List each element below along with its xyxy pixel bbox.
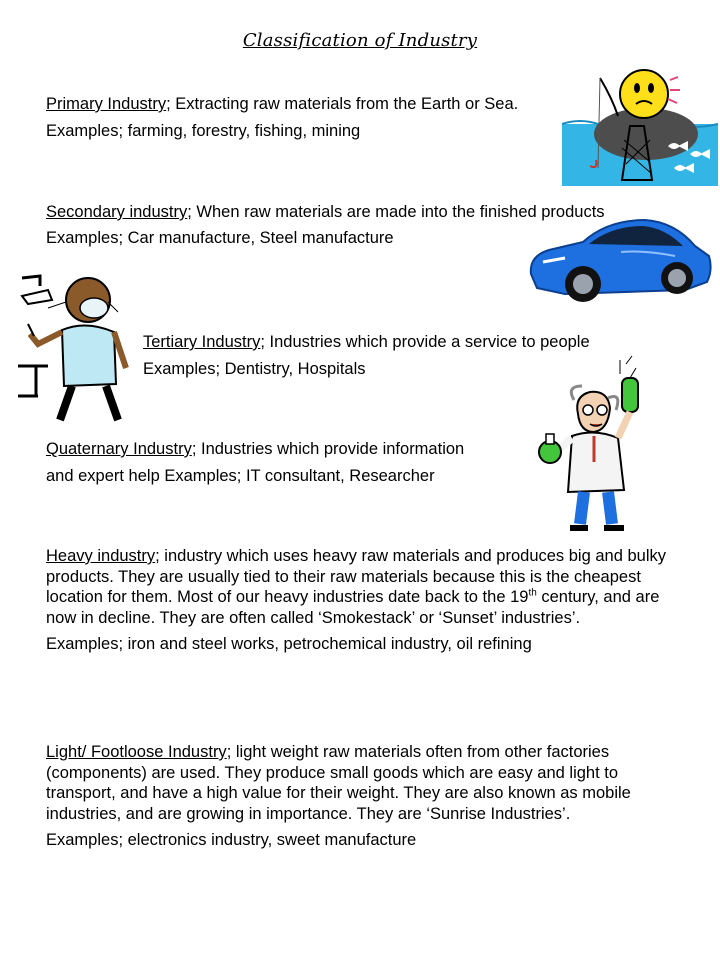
ordinal-suffix: th <box>528 587 537 599</box>
dentist-clipart <box>18 272 138 424</box>
quaternary-definition: ; Industries which provide information <box>191 440 465 458</box>
tertiary-examples: Examples; Dentistry, Hospitals <box>143 359 366 378</box>
tertiary-definition: ; Industries which provide a service to people <box>260 333 590 351</box>
heavy-section <box>46 546 676 655</box>
primary-term: Primary Industry <box>46 95 167 113</box>
blue-car-clipart <box>525 212 715 307</box>
secondary-term: Secondary industry <box>46 203 188 221</box>
heavy-definition-a: ; industry which uses heavy raw materials and produces big and bulky products. They are usually tied to their raw materials because this is the cheapest location for them. Most of our heavy industries date back to the 19 <box>46 547 666 606</box>
heavy-term: Heavy industry <box>46 547 156 565</box>
light-definition: ; light weight raw materials often from other factories (components) are used. They produce small goods which are easy and light to transport, and have a high value for their weight. They are also known as mobile industries, and are growing in importance. They are ‘Sunrise Industries’. <box>46 743 631 823</box>
secondary-definition: ; When raw materials are made into the finished products <box>187 203 605 221</box>
heavy-examples: Examples; iron and steel works, petrochemical industry, oil refining <box>46 635 532 653</box>
face <box>620 70 668 118</box>
primary-examples: Examples; farming, forestry, fishing, mining <box>46 121 361 140</box>
quaternary-section <box>46 439 546 486</box>
light-examples: Examples; electronics industry, sweet manufacture <box>46 831 417 849</box>
secondary-examples: Examples; Car manufacture, Steel manufacture <box>46 229 394 247</box>
quaternary-examples: and expert help Examples; IT consultant, Researcher <box>46 466 435 485</box>
fisherman-clipart <box>560 68 720 186</box>
primary-section <box>46 94 606 141</box>
quaternary-term: Quaternary Industry <box>46 440 192 458</box>
heavy-definition-b: century, and are now in decline. They are often called ‘Smokestack’ or ‘Sunset’ industries’. <box>46 588 660 627</box>
light-section <box>46 742 676 851</box>
scientist-clipart <box>538 352 658 534</box>
light-term: Light/ Footloose Industry <box>46 743 227 761</box>
tertiary-term: Tertiary Industry <box>143 333 261 351</box>
page-title: Classification of Industry <box>242 30 478 51</box>
primary-definition: ; Extracting raw materials from the Earth or Sea. <box>166 95 519 113</box>
